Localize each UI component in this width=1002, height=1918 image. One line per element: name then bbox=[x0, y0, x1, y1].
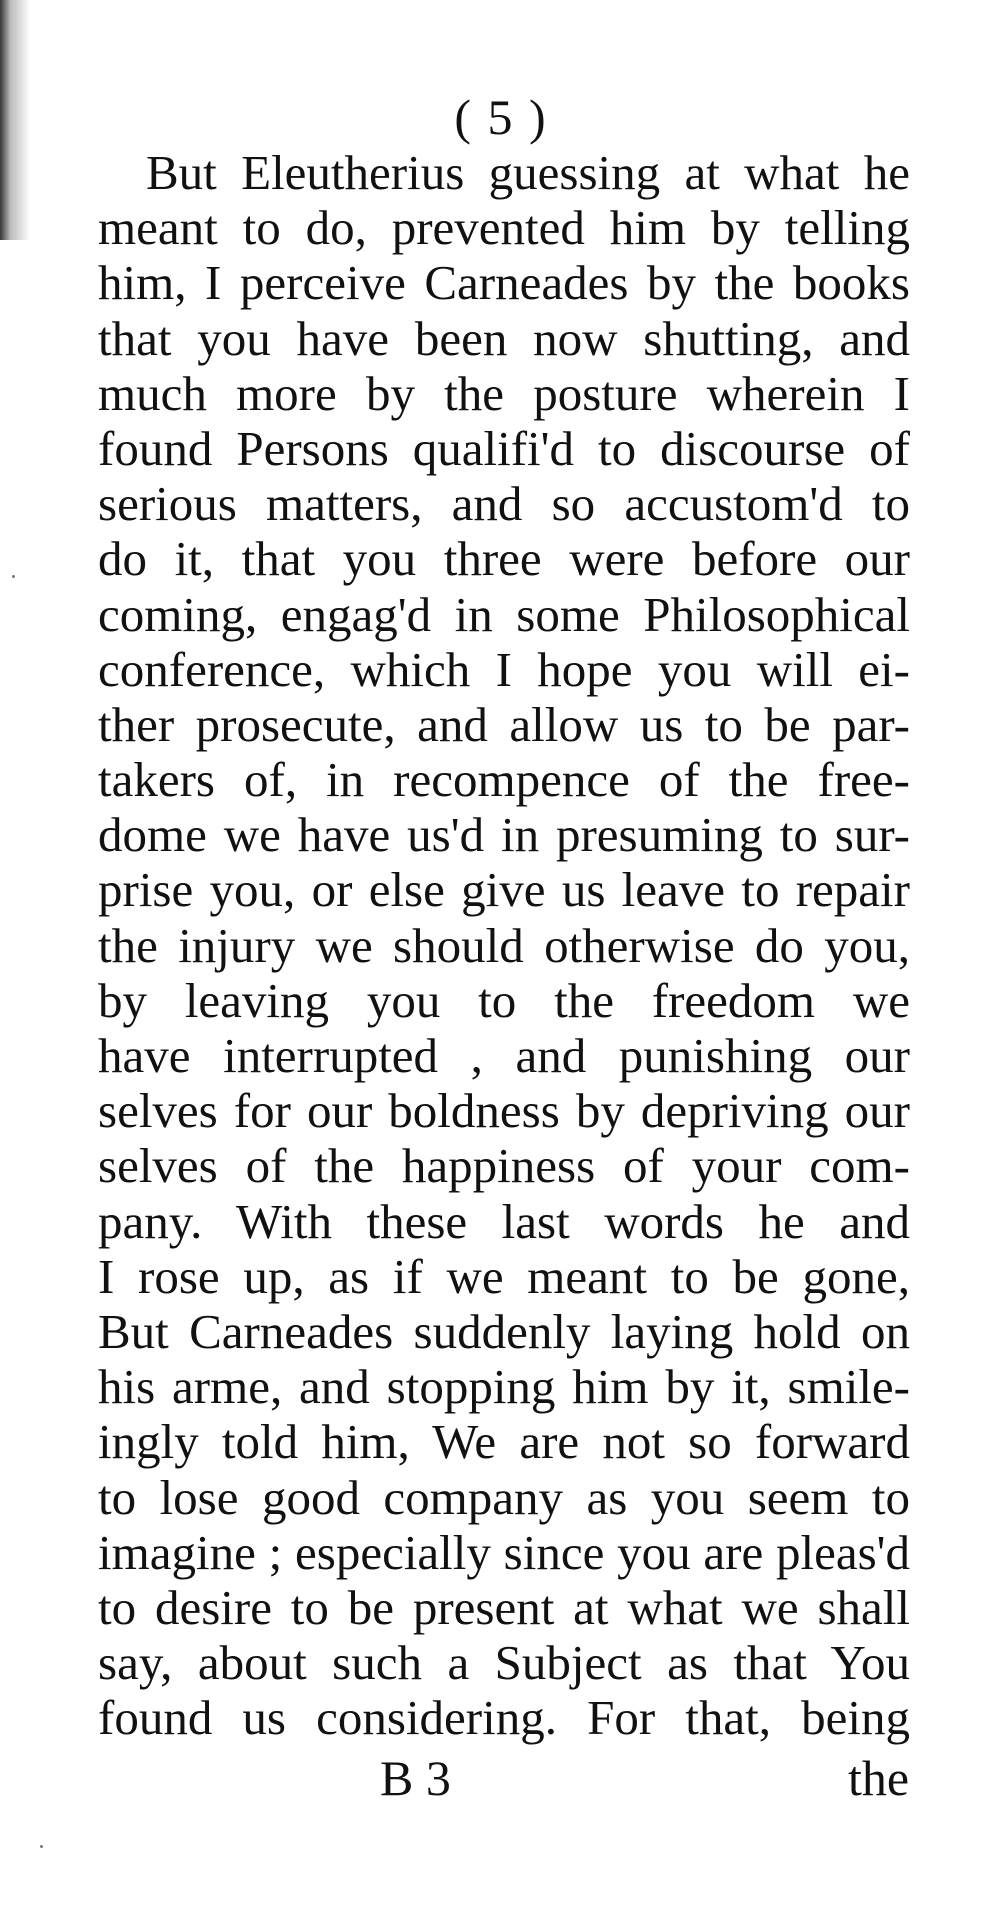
text-line: selves of the happiness of your com- bbox=[98, 1138, 910, 1194]
signature-mark: B 3 bbox=[380, 1750, 451, 1806]
text-line: to lose good company as you seem to bbox=[98, 1469, 910, 1525]
text-line: dome we have us'd in presuming to sur- bbox=[98, 807, 910, 863]
text-line: coming, engag'd in some Philosophical bbox=[98, 586, 910, 642]
text-line: ingly told him, We are not so forward bbox=[98, 1414, 910, 1470]
page-number: ( 5 ) bbox=[454, 89, 548, 145]
catchword: the bbox=[848, 1750, 910, 1806]
body-text bbox=[98, 145, 910, 1745]
text-line: found Persons qualifi'd to discourse of bbox=[98, 420, 910, 476]
text-line: serious matters, and so accustom'd to bbox=[98, 476, 910, 532]
text-line: do it, that you three were before our bbox=[98, 531, 910, 587]
text-line: prise you, or else give us leave to repair bbox=[98, 862, 910, 918]
text-line: pany. With these last words he and bbox=[98, 1193, 910, 1249]
text-line: meant to do, prevented him by telling bbox=[98, 200, 910, 256]
text-line: that you have been now shutting, and bbox=[98, 310, 910, 366]
scan-speck bbox=[12, 575, 15, 578]
text-line: selves for our boldness by depriving our bbox=[98, 1083, 910, 1139]
text-line: have interrupted , and punishing our bbox=[98, 1028, 910, 1083]
text-line: say, about such a Subject as that You bbox=[98, 1635, 910, 1691]
text-line: to desire to be present at what we shall bbox=[98, 1579, 910, 1635]
text-line: his arme, and stopping him by it, smile- bbox=[98, 1359, 910, 1415]
scan-speck bbox=[40, 1845, 43, 1848]
text-line: I rose up, as if we meant to be gone, bbox=[98, 1248, 910, 1304]
text-line: imagine ; especially since you are pleas'd bbox=[98, 1524, 910, 1580]
text-line: takers of, in recompence of the free- bbox=[98, 752, 910, 808]
text-line: by leaving you to the freedom we bbox=[98, 972, 910, 1028]
text-line: conference, which I hope you will ei- bbox=[98, 641, 910, 697]
page-footer bbox=[0, 1749, 1002, 1809]
text-line: much more by the posture wherein I bbox=[98, 365, 910, 421]
text-line: But Eleutherius guessing at what he bbox=[146, 145, 910, 200]
text-line: But Carneades suddenly laying hold on bbox=[98, 1303, 910, 1359]
text-line: found us considering. For that, being bbox=[98, 1690, 910, 1746]
text-line: him, I perceive Carneades by the books bbox=[98, 255, 910, 311]
text-line: the injury we should otherwise do you, bbox=[98, 917, 910, 973]
text-line: ther prosecute, and allow us to be par- bbox=[98, 696, 910, 752]
